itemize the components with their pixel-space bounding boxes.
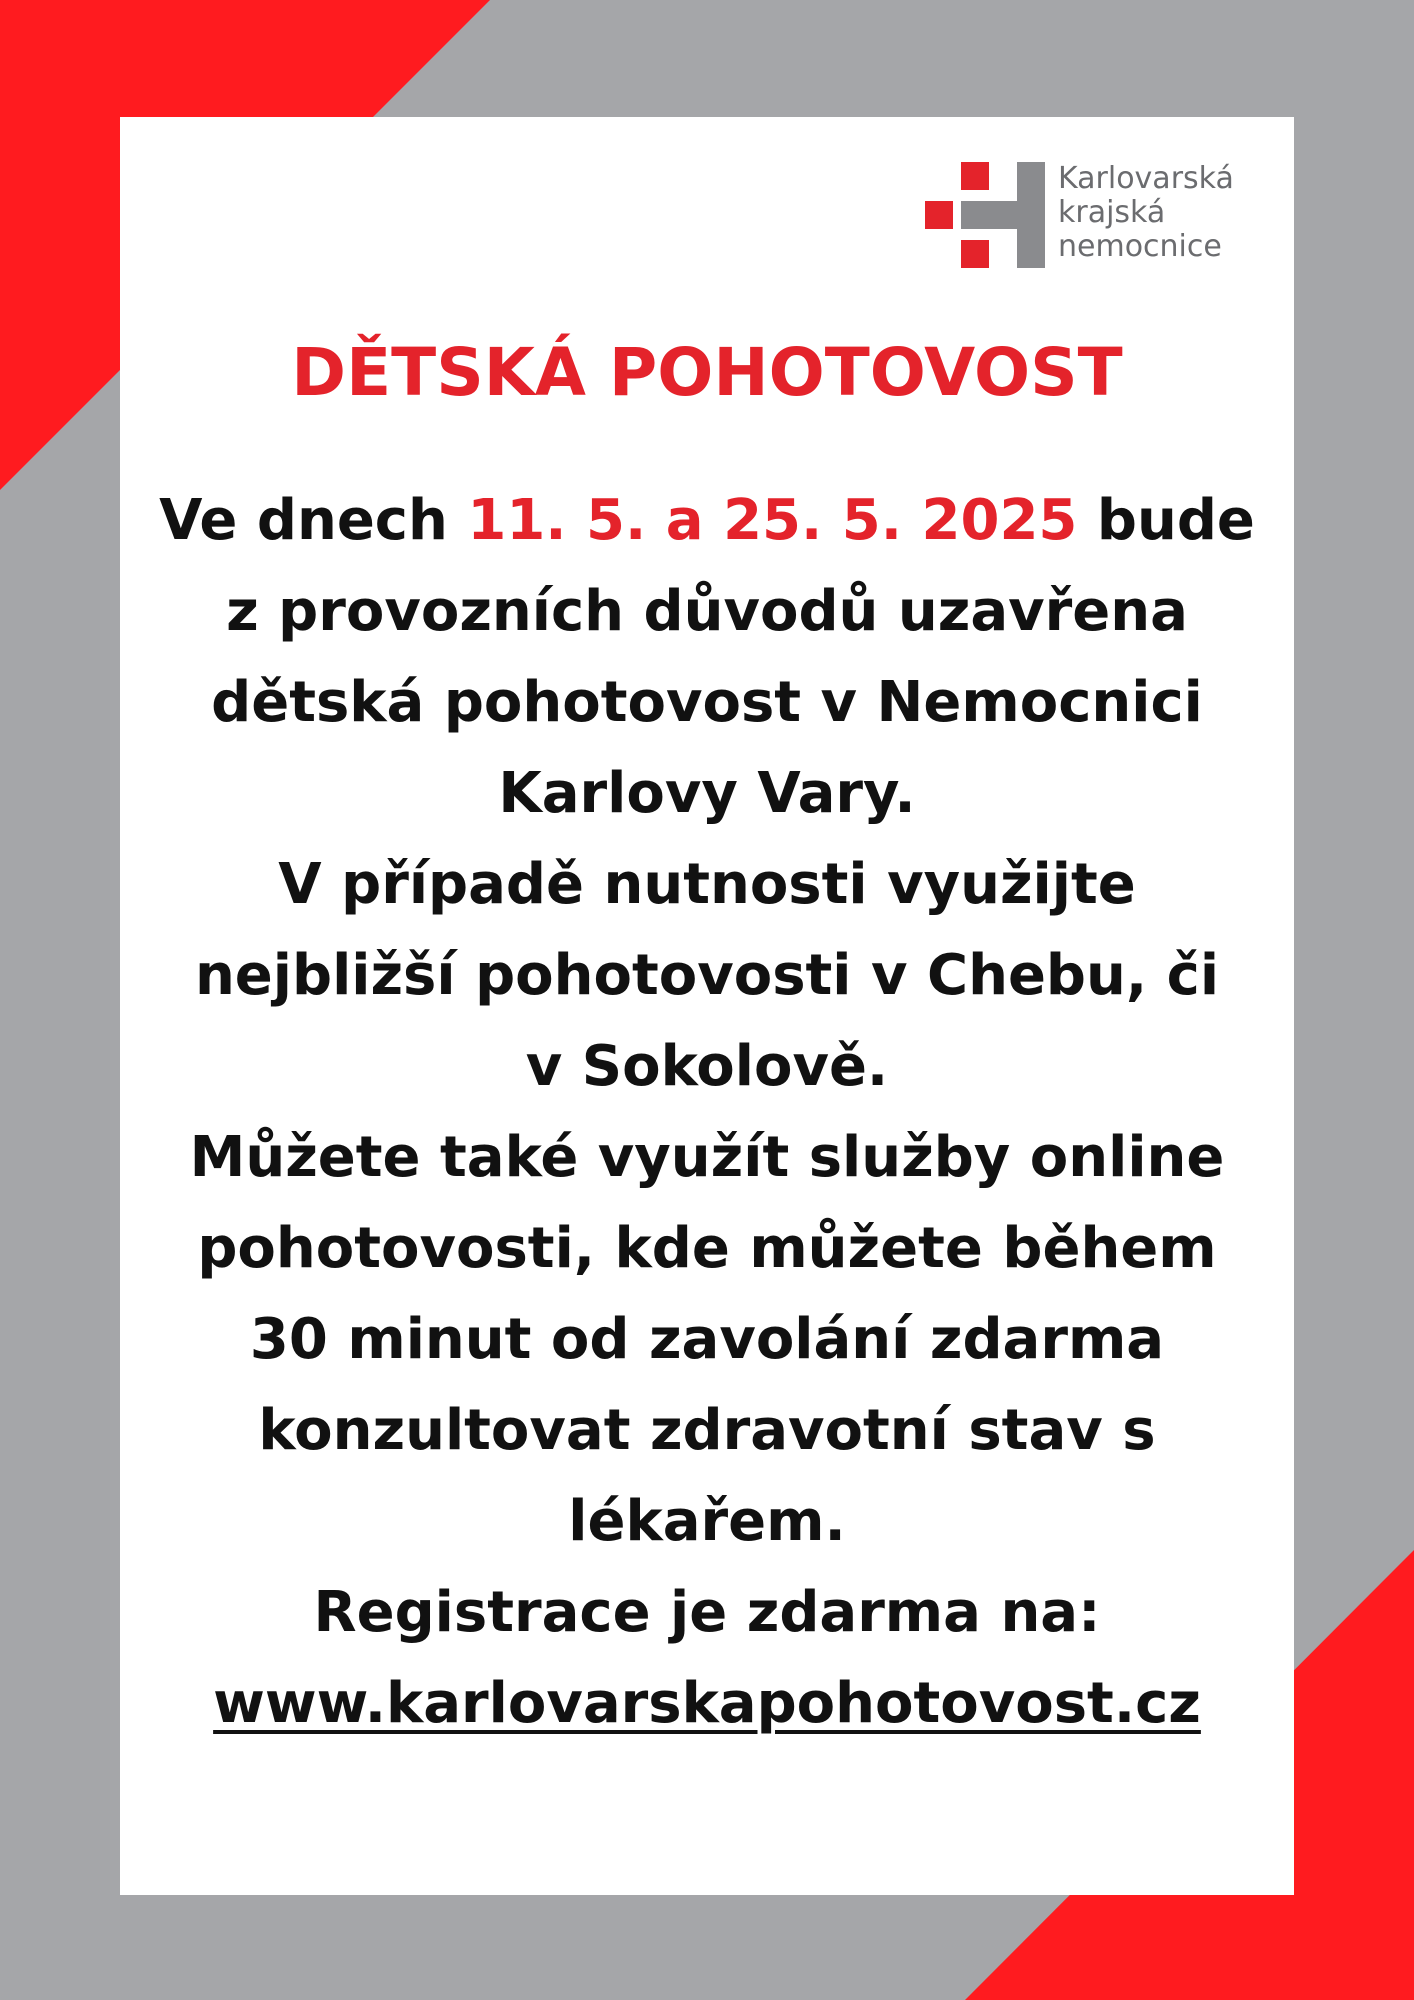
- logo-line-1: Karlovarská: [1058, 161, 1234, 196]
- notice-line-7: v Sokolově.: [525, 1034, 889, 1099]
- notice-line-6: nejbližší pohotovosti v Chebu, či: [194, 943, 1220, 1008]
- logo-line-3: nemocnice: [1058, 229, 1222, 264]
- notice-line-13: Registrace je zdarma na:: [313, 1580, 1101, 1645]
- notice-line-2: z provozních důvodů uzavřena: [226, 579, 1188, 644]
- notice-line-8: Můžete také využít služby online: [189, 1125, 1225, 1190]
- notice-line-1: [120, 475, 1294, 566]
- hospital-cross-logo-icon: [925, 162, 1045, 268]
- notice-line-11: konzultovat zdravotní stav s: [258, 1398, 1156, 1463]
- logo-line-2: krajská: [1058, 195, 1166, 230]
- dates-suffix: bude: [1077, 488, 1255, 553]
- dates-prefix: Ve dnech: [159, 488, 468, 553]
- registration-link[interactable]: www.karlovarskapohotovost.cz: [213, 1671, 1201, 1736]
- notice-line-9: pohotovosti, kde můžete během: [197, 1216, 1217, 1281]
- notice-title: DĚTSKÁ POHOTOVOST: [291, 334, 1123, 411]
- hospital-logo-wordmark: [1058, 162, 1234, 264]
- notice-body: [120, 475, 1294, 1749]
- notice-line-10: 30 minut od zavolání zdarma: [249, 1307, 1165, 1372]
- notice-line-4: Karlovy Vary.: [498, 761, 916, 826]
- hospital-logo: [925, 162, 1255, 272]
- closure-dates: 11. 5. a 25. 5. 2025: [467, 488, 1078, 553]
- notice-line-12: lékařem.: [568, 1489, 846, 1554]
- notice-line-3: dětská pohotovost v Nemocnici: [211, 670, 1203, 735]
- notice-line-5: V případě nutnosti využijte: [278, 852, 1136, 917]
